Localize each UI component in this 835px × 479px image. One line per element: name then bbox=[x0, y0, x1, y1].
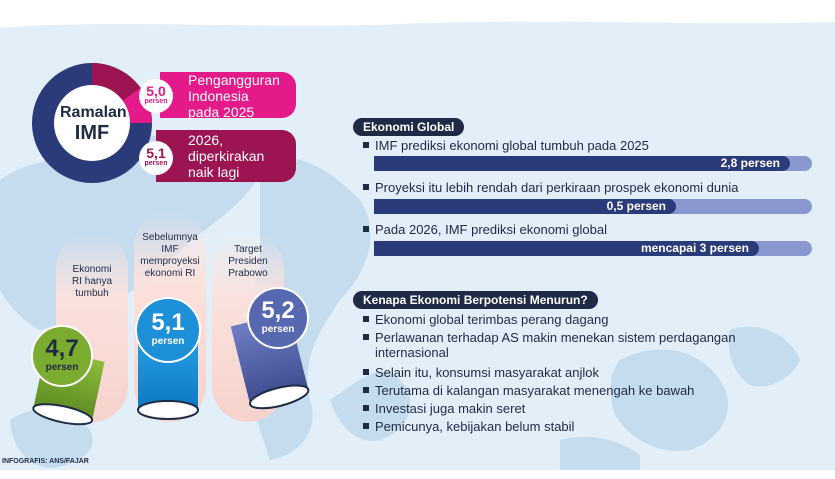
caption-line: Presiden bbox=[228, 256, 268, 267]
why-point-line: Perlawanan terhadap AS makin menekan sistem perdagangan bbox=[375, 330, 736, 345]
ribbon-line: diperkirakan bbox=[188, 148, 265, 164]
growth-value-actual bbox=[32, 336, 92, 374]
bullet-icon bbox=[363, 334, 369, 340]
why-point bbox=[363, 330, 823, 360]
infographic-credit: INFOGRAFIS: ANS/FAJAR bbox=[2, 458, 89, 465]
global-point bbox=[363, 222, 823, 237]
bullet-icon bbox=[363, 184, 369, 190]
why-point-text: Terutama di kalangan masyarakat menengah ke bawah bbox=[375, 383, 695, 398]
badge-unit: persen bbox=[144, 160, 168, 167]
why-point bbox=[363, 419, 823, 434]
ribbon-line: 2026, bbox=[188, 132, 224, 148]
badge-value: 5,0 bbox=[146, 83, 166, 99]
why-point-text: Investasi juga makin seret bbox=[375, 401, 526, 416]
bullet-icon bbox=[363, 405, 369, 411]
why-section-title: Kenapa Ekonomi Berpotensi Menurun? bbox=[353, 291, 598, 309]
growth-number: 5,2 bbox=[261, 297, 295, 324]
global-point-text: Proyeksi itu lebih rendah dari perkiraan prospek ekonomi dunia bbox=[375, 180, 739, 195]
why-point-text: Pemicunya, kebijakan belum stabil bbox=[375, 419, 575, 434]
bullet-icon bbox=[363, 226, 369, 232]
ribbon-line: Indonesia bbox=[188, 88, 249, 104]
growth-unit: persen bbox=[261, 324, 295, 335]
global-bar-label: 2,8 persen bbox=[720, 156, 780, 170]
unemployment-2025-badge bbox=[139, 79, 173, 113]
column-caption-previous bbox=[134, 232, 206, 280]
unemployment-2026-badge bbox=[139, 141, 173, 175]
imf-label-line1: Ramalan bbox=[60, 104, 127, 121]
caption-line: RI hanya bbox=[71, 276, 113, 287]
bullet-icon bbox=[363, 316, 369, 322]
bullet-icon bbox=[363, 369, 369, 375]
why-point-text: Selain itu, konsumsi masyarakat anjlok bbox=[375, 365, 599, 380]
bullet-icon bbox=[363, 387, 369, 393]
caption-line: Prabowo bbox=[228, 268, 268, 279]
why-point bbox=[363, 383, 823, 398]
global-section-title: Ekonomi Global bbox=[353, 118, 464, 136]
global-point bbox=[363, 180, 823, 195]
imf-label-line2: IMF bbox=[74, 122, 110, 144]
why-point bbox=[363, 365, 823, 380]
growth-number: 4,7 bbox=[45, 335, 79, 362]
caption-line: tumbuh bbox=[75, 288, 109, 299]
growth-number: 5,1 bbox=[151, 309, 185, 336]
growth-unit: persen bbox=[151, 336, 185, 347]
why-point bbox=[363, 312, 823, 327]
ribbon-line: Pengangguran bbox=[188, 72, 280, 88]
column-caption-target bbox=[212, 244, 284, 280]
ribbon-line: naik lagi bbox=[188, 164, 240, 180]
column-caption-actual bbox=[56, 264, 128, 300]
global-bar-label: 0,5 persen bbox=[606, 199, 666, 213]
caption-line: Sebelumnya bbox=[142, 232, 198, 243]
global-point bbox=[363, 138, 823, 153]
growth-value-previous bbox=[136, 310, 200, 348]
global-bar-label: mencapai 3 persen bbox=[640, 241, 749, 255]
bullet-icon bbox=[363, 142, 369, 148]
caption-line: memproyeksi bbox=[140, 256, 200, 267]
why-point-line: internasional bbox=[375, 345, 449, 360]
caption-line: ekonomi RI bbox=[144, 268, 196, 279]
bullet-icon bbox=[363, 423, 369, 429]
unemployment-2025-text bbox=[188, 72, 280, 120]
caption-line: Target bbox=[234, 244, 262, 255]
growth-value-target bbox=[248, 298, 308, 336]
global-point-text: Pada 2026, IMF prediksi ekonomi global bbox=[375, 222, 607, 237]
imf-center-label bbox=[60, 104, 127, 144]
global-point-text: IMF prediksi ekonomi global tumbuh pada 2025 bbox=[375, 138, 649, 153]
ribbon-line: pada 2025 bbox=[188, 104, 255, 120]
caption-line: Ekonomi bbox=[72, 264, 112, 275]
badge-value: 5,1 bbox=[146, 145, 166, 161]
why-point-text bbox=[375, 330, 736, 360]
badge-unit: persen bbox=[144, 98, 168, 105]
unemployment-2026-text bbox=[188, 132, 264, 180]
why-point-text: Ekonomi global terimbas perang dagang bbox=[375, 312, 609, 327]
caption-line: IMF bbox=[161, 244, 179, 255]
why-point bbox=[363, 401, 823, 416]
growth-unit: persen bbox=[45, 362, 79, 373]
